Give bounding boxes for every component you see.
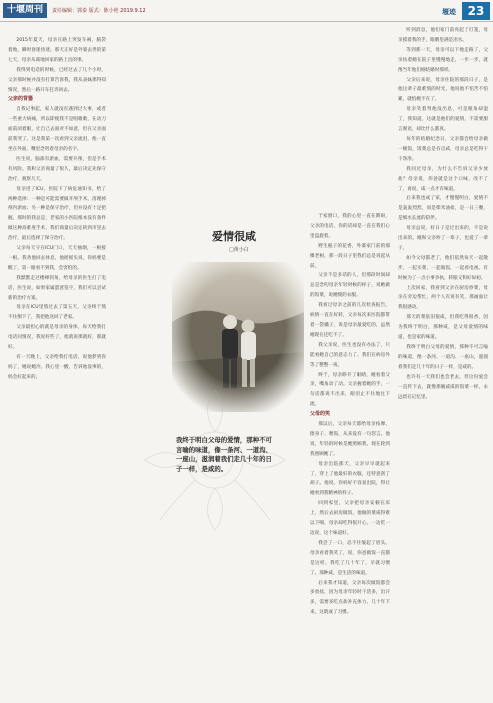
paragraph: 于家窗口，我的心里一直在期盼，父亲的电话，你的话却是一直在我们心里盘旋着。 [310,214,390,239]
paragraph: 父亲每天守在ICU门口，天天抽烟，一根接一根。我劝他回去休息，他摇摇头说，你妈要是醒了，第一眼看不到我，会害怕的。 [8,246,106,271]
paragraph: 那天的菜依旧很咸，但我吃得很香，因为我终于明白，那种咸，是父母爱情的味道，也是家的味道。 [398,315,488,341]
paragraph: 我默默走过楼梯拐角，给母亲的医生打了电话，医生说，如果家属愿意签字，我们可以尝试新的治疗方案。 [8,275,106,301]
paragraph: 母亲在ICU里熬过去了第五天，父亲终于熬不住倒下了，我把他送回了老家。 [8,305,106,321]
paragraph: 后来我也成了家，才慢慢明白，爱情不是轰轰烈烈，而是柴米油盐，是一日三餐，是细水长流的陪伴。 [398,196,488,222]
article-title: 爱情很咸 [212,230,256,243]
paragraph: 母亲进了ICU，医院下了病危通知书，给了两种选择：一种是可能需要做开颅手术，清理掉颅内淤血；另一种是保守治疗，但并没有十足把握。那时的我总是，老家的小医院根本没有条件做这种高难度手术，我们商量后决定转到市里去治疗，最后选择了保守治疗。 [8,186,106,242]
article-column-4 [398,26,488,700]
paragraph: 母亲总说，好日子是过出来的，不是说出来的。她和父亲吵了一辈子，也爱了一辈子。 [398,226,488,251]
paragraph: 母亲笑着骂他没出息，可是眼角却湿了，我知道，这就是他们的爱情，不需要甜言蜜语，却比什么都真。 [398,107,488,133]
editor-credits: 责任编辑：郭泰 版式：陈小艳 2019.9.12 [52,8,146,14]
paragraph: 野生栀子的花香，外婆家门前的那棵老树，那一段日子里我们总是说起从前。 [310,243,390,269]
paragraph: 我终于明白父母的爱情，那种不可言喻的味道，像一条河、一道沟、一座山，滋润着我们走几十年的日子一样，是咸的。 [398,345,488,370]
paragraph: 每年的结婚纪念日，父亲都会给母亲做一顿饭，饭菜总是有点咸，母亲总是吃得干干净净。 [398,136,488,162]
paragraph: 我问过母亲，为什么不告诉父亲少放盐？母亲说，你爸就是这个口味，改不了了，再说，咸一点才有味道。 [398,166,488,192]
paragraph: 我父亲说，医生也没有办法了，只能看她自己的意志力了。我们在病房外等了整整一夜。 [310,342,390,368]
paragraph: 我得到电话的时候，已经过去了几个小时，父亲那时候并没有打算告诉我，我从表妹那得知情况，然后一路开车狂奔回去。 [8,67,106,93]
subheading: 父母的笑 [310,411,331,418]
paragraph: 我尝了一口，忍不住皱起了眉头。母亲看着我笑了，说，你爸做饭一直都是这样，我吃了几十年了，早就习惯了。那种咸，是生活的味道。 [310,540,390,576]
paragraph: 终于，母亲睁开了眼睛，她看着父亲，嘴角动了动。父亲握着她的手，一句话都说不出来，眼泪止不住地往下流。 [310,372,390,408]
paragraph: 有一天晚上，父亲给我打电话，说他梦到你妈了，她说她冷。我心里一酸，告诉他没事的，妈会好起来的。 [8,355,106,380]
paragraph: 回到家里，父亲把母亲安顿在床上，然后去厨房做饭，他做的菜咸得难以下咽，母亲却吃得很开心，一边吃一边说，这个味道好。 [310,501,390,536]
paragraph: 后来我才知道，父亲每次做饭都会多放盐，因为母亲年轻时干活多，出汗多，需要多吃点盐补充体力，几十年下来，这就成了习惯。 [310,580,390,616]
paragraph: 医生说，脑部有淤血，需要开颅，但是手术有风险。我和父亲商量了很久，最后决定先保守治疗，观察几天。 [8,156,106,182]
paragraph: 如今父母都老了，他们依然每天一起散步，一起买菜，一起做饭，一起看电视。有时候为了一点小事争执，转眼又和好如初。 [398,255,488,281]
pull-quote: 我终于明白父母的爱情，那种不可言喻的味道，像一条河、一道沟、一座山，滋润着我们走几十年的日子一样，是咸的。 [176,436,272,473]
article-byline: □黄小白 [229,247,249,253]
article-column-3 [310,212,390,700]
article-column-2-lower [114,36,170,696]
paragraph: 自我记事起，家人就没有遇到过大事，或者一些重大病痛，所以即使我不是唱歌歌，在动刀面前闭着眼，让自己去面对不如意，但在父亲面前我哭了。这是我第一次看到父亲流泪，他一直坐在外面，嘴里念叨着母亲的名字。 [8,107,106,152]
paragraph: 父亲后来说，母亲住院的那段日子，是他这辈子最难熬的时光，他说他不怕苦不怕累，就怕她不在了。 [398,77,488,103]
paragraph: 父亲最担心的就是母亲的身体，每天给我打电话问情况，我说好些了，他就说那就好，那就好。 [8,325,106,351]
paragraph: 我看过母亲之前的几次检查报告，病情一直在好转，父亲每次来医院都带着一袋橘子，说是母亲最爱吃的，虽然她现在还吃不了。 [310,303,390,338]
paragraph: 听到消息，他们家门前亮起了灯笼，母亲摸着我的手，眼睛里满是泪水。 [398,28,488,43]
page-number: 23 [462,2,490,20]
section-name: 堰迹 [442,8,456,16]
paragraph: 上次回家，我看到父亲在厨房炒菜，母亲在旁边帮忙，两个人有说有笑，那画面让我很感动。 [398,285,488,311]
couple-photo [172,262,304,412]
newspaper-logo: 十堰周刊 [3,3,47,18]
paragraph: 2015年夏天，母亲在路上突发车祸，脑袋着地，瞬时昏迷昏迷。那天正好是外婆去世的第七天，母亲从葛地回家的路上出的事。 [8,38,106,63]
paragraph: 母亲出院那天，父亲早早就起来了，穿上了他最好的衣服，还特意刮了胡子。他说，你妈好不容易出院，得让她看到我精神的样子。 [310,461,390,497]
subheading: 父亲的背篓 [8,96,34,103]
paragraph: 等到那一天，母亲可以下地走路了，父亲扶着她在院子里慢慢地走，一步一步，就像当年他们刚结婚时那样。 [398,47,488,73]
paragraph: 父亲不是多话的人，但那段时间却总是念叨母亲年轻时候的样子，说她做的饭菜，说她缝的衣服。 [310,273,390,299]
paragraph: 也许有一天我们也会老去，但这份爱会一直传下去，就像那碗咸咸的饭菜一样，永远留在记忆里。 [398,374,488,400]
article-column-1 [8,36,106,700]
paragraph: 那以后，父亲每天都给母亲按摩、擦身子、喂饭，从来没有一句怨言。他说，年轻的时候是她照顾我，现在轮到我照顾她了。 [310,422,390,457]
page-header [0,0,493,22]
